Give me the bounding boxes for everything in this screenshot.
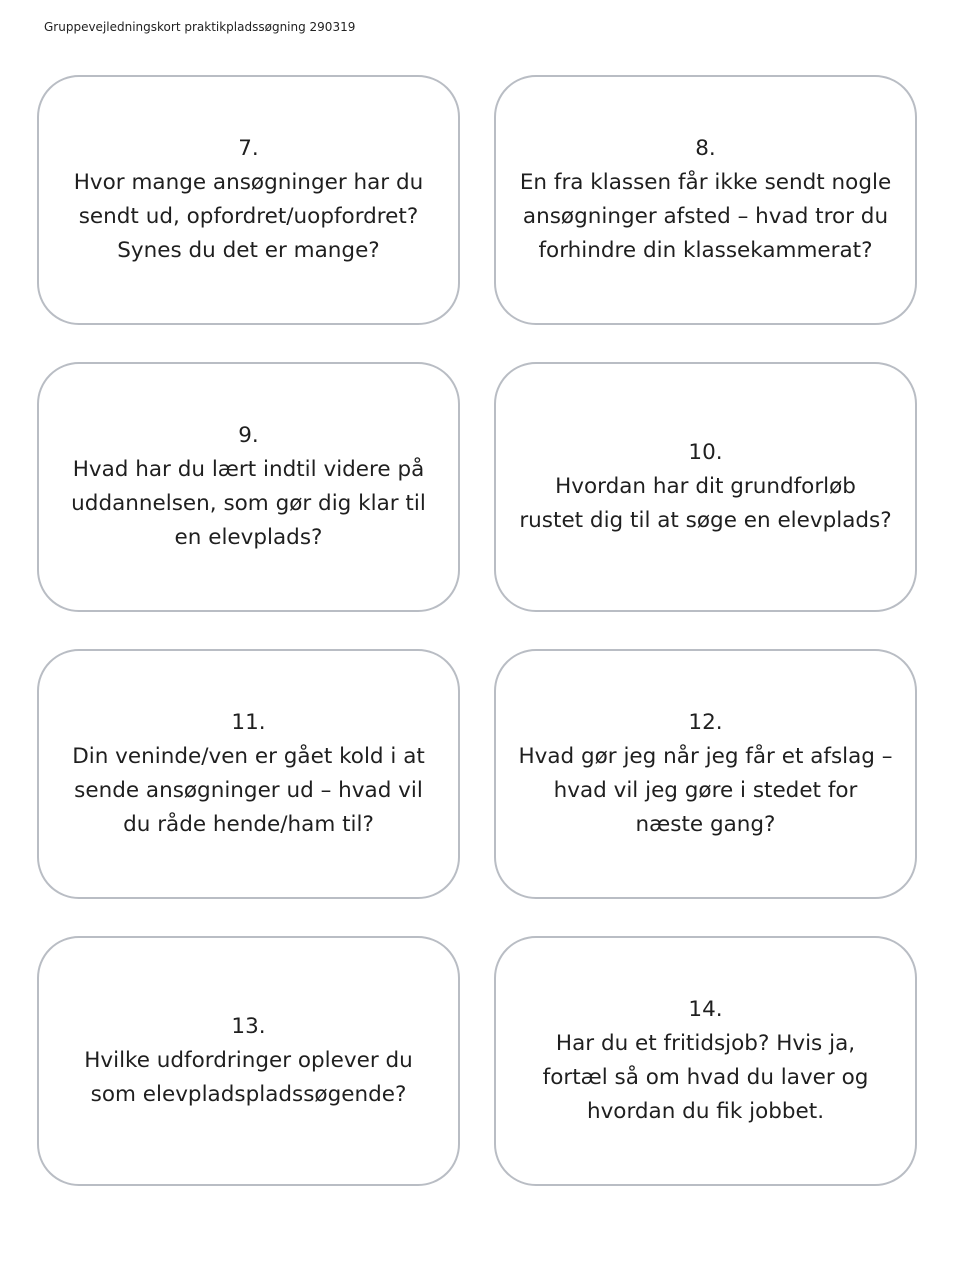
card-question: En fra klassen får ikke sendt nogle ansøgninger afsted – hvad tror du forhindre din klassekammerat?	[519, 170, 892, 263]
card-question: Har du et fritidsjob? Hvis ja, fortæl så om hvad du laver og hvordan du fik jobbet.	[542, 1031, 869, 1124]
card-question: Hvor mange ansøgninger har du sendt ud, opfordret/uopfordret? Synes du det er mange?	[73, 170, 424, 263]
card-number: 13.	[231, 1014, 266, 1039]
card-content	[520, 132, 891, 268]
question-card-8	[494, 75, 917, 325]
question-card-12	[494, 649, 917, 899]
card-number: 7.	[238, 136, 259, 161]
card-content	[74, 132, 424, 268]
document-header: Gruppevejledningskort praktikpladssøgning 290319	[44, 20, 356, 34]
card-content	[72, 706, 425, 842]
question-card-11	[37, 649, 460, 899]
question-card-13	[37, 936, 460, 1186]
card-question: Din veninde/ven er gået kold i at sende ansøgninger ud – hvad vil du råde hende/ham til?	[72, 744, 425, 837]
card-number: 9.	[238, 423, 259, 448]
card-content	[543, 993, 869, 1129]
card-question: Hvilke udfordringer oplever du som elevpladspladssøgende?	[84, 1048, 413, 1107]
card-question: Hvad gør jeg når jeg får et afslag – hvad vil jeg gøre i stedet for næste gang?	[518, 744, 893, 837]
card-number: 10.	[688, 440, 723, 465]
question-card-10	[494, 362, 917, 612]
question-card-7	[37, 75, 460, 325]
card-number: 14.	[688, 997, 723, 1022]
card-content	[518, 706, 892, 842]
card-number: 8.	[695, 136, 716, 161]
card-number: 11.	[231, 710, 266, 735]
card-question: Hvordan har dit grundforløb rustet dig til at søge en elevplads?	[519, 474, 892, 533]
card-number: 12.	[688, 710, 723, 735]
card-content	[71, 419, 426, 555]
question-card-9	[37, 362, 460, 612]
card-question: Hvad har du lært indtil videre på uddannelsen, som gør dig klar til en elevplads?	[71, 457, 426, 550]
question-card-14	[494, 936, 917, 1186]
card-content	[84, 1010, 413, 1112]
card-content	[519, 436, 891, 538]
